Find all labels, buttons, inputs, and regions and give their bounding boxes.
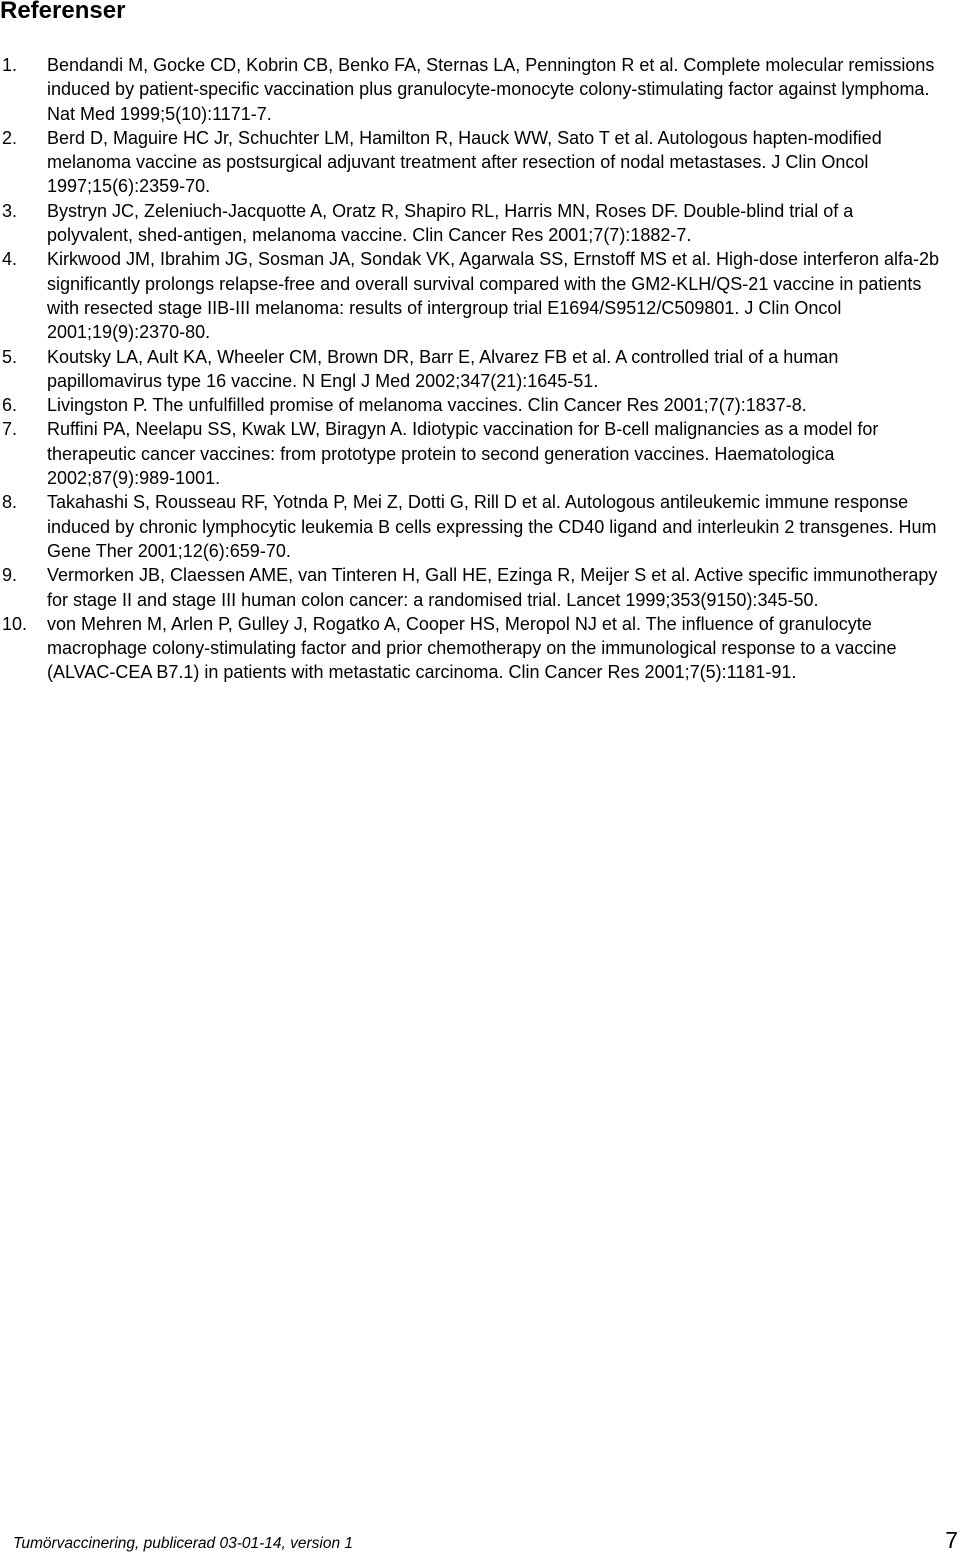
page-number: 7 [945,1527,958,1553]
page-footer [13,1527,960,1554]
reference-text: Vermorken JB, Claessen AME, van Tinteren H, Gall HE, Ezinga R, Meijer S et al. Active specific immunotherapy for stage II and stage III human colon cancer: a randomised trial. Lancet 1999;353(9150):345-50. [47,565,938,610]
reference-item [0,199,940,248]
reference-list [0,53,940,685]
reference-item [0,126,940,199]
reference-number: 8. [2,492,18,513]
reference-text: Bendandi M, Gocke CD, Kobrin CB, Benko FA, Sternas LA, Pennington R et al. Complete molecular remissions induced by patient-specific vaccination plus granulocyte-monocyte colony-stimulating factor against lymphoma. Nat Med 1999;5(10):1171-7. [47,55,935,124]
reference-text: Bystryn JC, Zeleniuch-Jacquotte A, Oratz R, Shapiro RL, Harris MN, Roses DF. Double-blind trial of a polyvalent, shed-antigen, melanoma vaccine. Clin Cancer Res 2001;7(7):1882-7. [47,200,854,246]
reference-item [0,612,940,685]
footer-text: Tumörvaccinering, publicerad 03-01-14, version 1 [13,1535,354,1552]
reference-text: Berd D, Maguire HC Jr, Schuchter LM, Hamilton R, Hauck WW, Sato T et al. Autologous hapten-modified melanoma vaccine as postsurgical adjuvant treatment after resection of nodal metastases. J Clin Oncol 1997;15(6):2359-70. [47,127,882,197]
reference-item [0,490,940,563]
reference-item [0,417,940,490]
reference-text: Ruffini PA, Neelapu SS, Kwak LW, Biragyn A. Idiotypic vaccination for B-cell malignancies as a model for therapeutic cancer vaccines: from prototype protein to second generation vaccines. Haematologica 2002;87(9):989-1001. [47,419,879,489]
reference-text: von Mehren M, Arlen P, Gulley J, Rogatko A, Cooper HS, Meropol NJ et al. The influence of granulocyte macrophage colony-stimulating factor and prior chemotherapy on the immunological response to a vaccine (ALVAC-CEA B7.1) in patients with metastatic carcinoma. Clin Cancer Res 2001;7(5):1181-91. [47,613,897,683]
reference-number: 9. [2,565,18,586]
reference-number: 4. [2,249,18,270]
reference-number: 1. [2,55,18,75]
reference-number: 7. [2,419,18,440]
reference-item [0,563,940,612]
reference-number: 10. [2,613,28,634]
reference-item [0,53,940,126]
reference-item [0,345,940,394]
reference-number: 3. [2,200,18,221]
reference-text: Takahashi S, Rousseau RF, Yotnda P, Mei Z, Dotti G, Rill D et al. Autologous antileukemic immune response induced by chronic lymphocytic leukemia B cells expressing the CD40 ligand and interleukin 2 transgenes. Hum Gene Ther 2001;12(6):659-70. [47,492,937,561]
reference-number: 5. [2,346,18,367]
reference-text: Kirkwood JM, Ibrahim JG, Sosman JA, Sondak VK, Agarwala SS, Ernstoff MS et al. High-dose interferon alfa-2b significantly prolongs relapse-free and overall survival compared with the GM2-KLH/QS-21 vaccine in patients with resected stage IIB-III melanoma: results of intergroup trial E1694/S9512/C509801. J Clin Oncol 2001;19(9):2370-80. [47,249,940,343]
reference-item [0,393,940,417]
page-heading: Referenser [0,0,126,24]
reference-text: Livingston P. The unfulfilled promise of melanoma vaccines. Clin Cancer Res 2001;7(7):1837-8. [47,395,807,416]
reference-number: 6. [2,395,18,416]
reference-item [0,247,940,344]
reference-number: 2. [2,127,18,148]
reference-text: Koutsky LA, Ault KA, Wheeler CM, Brown DR, Barr E, Alvarez FB et al. A controlled trial of a human papillomavirus type 16 vaccine. N Engl J Med 2002;347(21):1645-51. [47,346,839,391]
